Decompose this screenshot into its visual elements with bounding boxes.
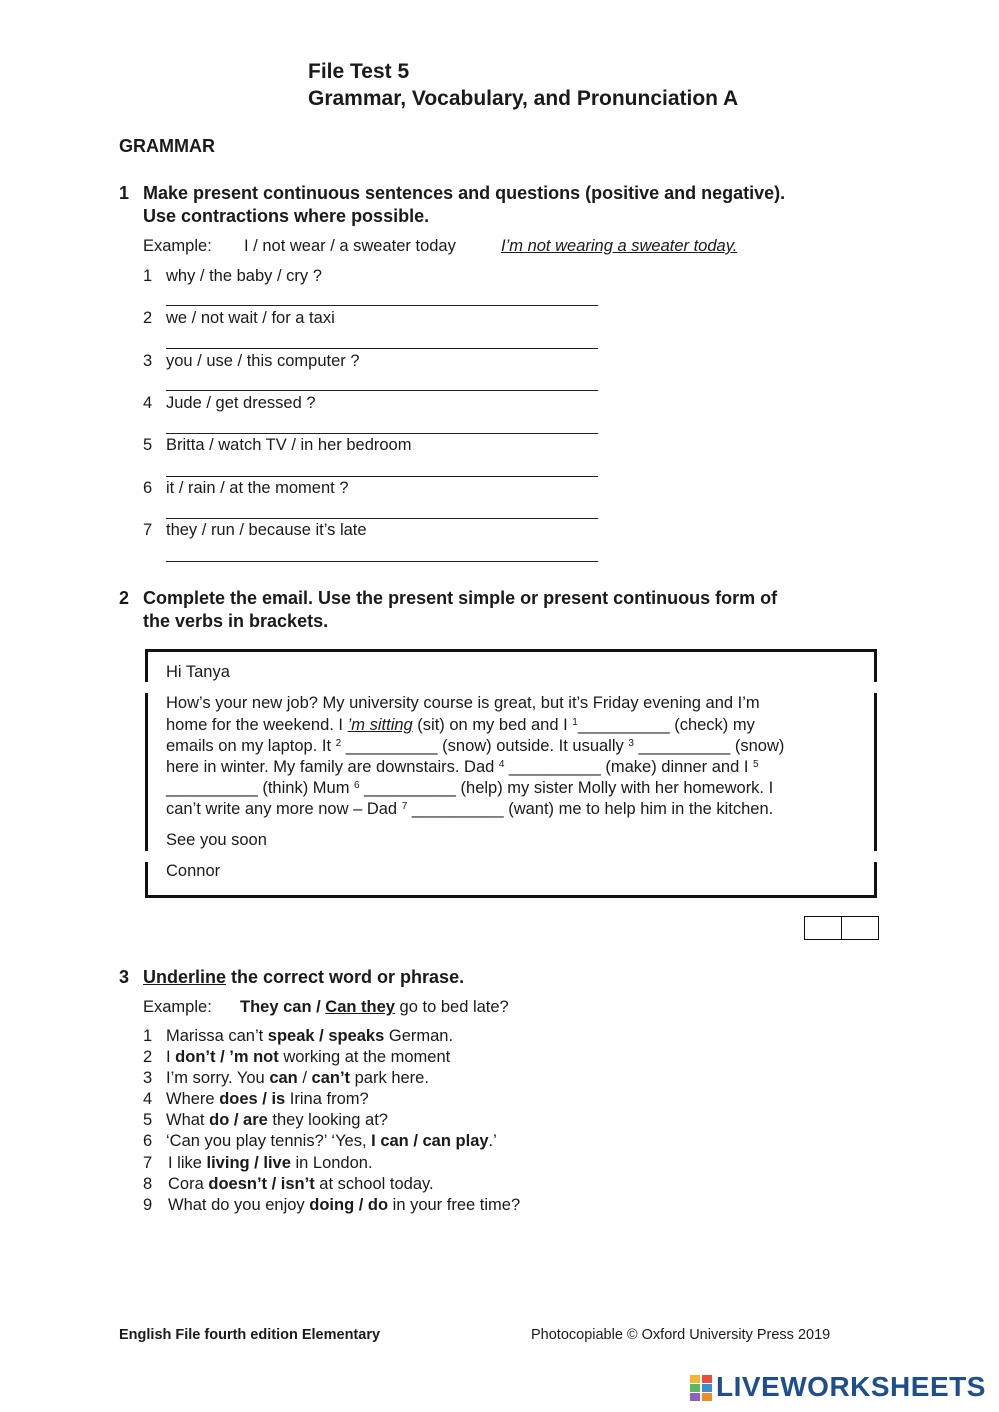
gap-number: 3 — [628, 738, 634, 749]
gap-number: 7 — [401, 801, 408, 812]
q3-item-text: park here. — [350, 1069, 429, 1087]
q3-item-text: Where — [166, 1090, 220, 1108]
q1-item-prompt: they / run / because it’s late — [166, 521, 367, 539]
email-body-line-5 — [166, 778, 773, 799]
q3-item-text: in London. — [290, 1154, 373, 1172]
email-box-right-bot — [874, 862, 877, 898]
q1-item-prompt: Jude / get dressed ? — [166, 394, 316, 412]
q1-answer-line[interactable] — [166, 433, 598, 434]
q1-answer-line[interactable] — [166, 390, 598, 391]
email-gap-7[interactable]: __________ (want) me to help him in the kitchen. — [407, 800, 774, 818]
q3-example-label: Example: — [143, 998, 212, 1016]
q1-answer-line[interactable] — [166, 348, 598, 349]
q3-example-options: They can / — [240, 998, 326, 1016]
footer-right: Photocopiable © Oxford University Press 2019 — [531, 1327, 831, 1343]
q3-item-number: 7 — [143, 1154, 153, 1172]
email-body-line-4 — [166, 757, 759, 778]
q1-item-prompt: you / use / this computer ? — [166, 352, 360, 370]
email-box-bottom — [145, 895, 877, 898]
q3-item-number: 5 — [143, 1111, 153, 1129]
q3-item-text: German. — [384, 1027, 454, 1045]
q3-item-options[interactable]: doesn’t / isn’t — [208, 1175, 315, 1193]
test-title: File Test 5 — [308, 60, 410, 83]
email-gap-3[interactable]: __________ (snow) — [633, 737, 785, 755]
liveworksheets-logo-text: LIVEWORKSHEETS — [716, 1371, 986, 1402]
q3-item-text: ‘Can you play tennis?’ ‘Yes, — [166, 1132, 372, 1150]
q3-example — [240, 998, 509, 1017]
email-text: emails on my laptop. It — [166, 737, 336, 755]
q1-item-number: 4 — [143, 394, 153, 412]
q3-instruction — [143, 967, 464, 988]
q1-instruction-1: Make present continuous sentences and questions (positive and negative). — [143, 183, 786, 203]
gap-number: 4 — [498, 759, 505, 770]
email-example-answer: ’m sitting — [347, 716, 413, 734]
q1-item-number: 1 — [143, 267, 153, 285]
q3-instruction-underline: Underline — [143, 967, 227, 987]
q1-item-prompt: it / rain / at the moment ? — [166, 479, 349, 497]
email-box-top — [145, 649, 877, 652]
email-body-line-1 — [166, 693, 760, 714]
email-text: here in winter. My family are downstairs. Dad — [166, 758, 499, 776]
q3-item — [166, 1090, 369, 1109]
q1-item-number: 2 — [143, 309, 153, 327]
q3-item — [168, 1175, 434, 1194]
email-text: (sit) on my bed and I — [412, 716, 573, 734]
q3-item-options[interactable]: speak / speaks — [267, 1027, 385, 1045]
q3-item-options[interactable]: does / is — [219, 1090, 286, 1108]
q1-answer-line[interactable] — [166, 518, 598, 519]
q3-item-text: / — [297, 1069, 312, 1087]
test-subtitle: Grammar, Vocabulary, and Pronunciation A — [308, 87, 739, 110]
q1-example-answer: I’m not wearing a sweater today. — [501, 237, 738, 255]
q3-item-text: working at the moment — [278, 1048, 451, 1066]
q2-number: 2 — [119, 588, 130, 608]
q2-instruction-1: Complete the email. Use the present simple or present continuous form of — [143, 588, 778, 608]
q3-item-number: 6 — [143, 1132, 153, 1150]
email-gap-5[interactable]: __________ (think) Mum — [166, 779, 355, 797]
q3-item — [168, 1154, 373, 1173]
q3-item-number: 4 — [143, 1090, 153, 1108]
score-box-right — [841, 916, 879, 940]
email-gap-6[interactable]: __________ (help) my sister Molly with her homework. I — [359, 779, 774, 797]
email-text: home for the weekend. I — [166, 716, 348, 734]
email-box-left-bot — [145, 862, 148, 898]
q3-item — [166, 1027, 453, 1046]
q3-item — [166, 1132, 497, 1151]
liveworksheets-logo-icon — [690, 1375, 712, 1401]
score-box-left — [804, 916, 842, 940]
q3-item-options[interactable]: doing / do — [309, 1196, 389, 1214]
q3-item-options[interactable]: do / are — [209, 1111, 268, 1129]
q3-item-options[interactable]: don’t / ’m not — [175, 1048, 279, 1066]
q1-answer-line[interactable] — [166, 561, 598, 562]
q3-item-text: they looking at? — [267, 1111, 388, 1129]
email-box-right-mid — [874, 693, 877, 851]
q3-item-option-a[interactable]: can — [269, 1069, 298, 1087]
q3-item-text: at school today. — [314, 1175, 434, 1193]
q1-item-prompt: we / not wait / for a taxi — [166, 309, 335, 327]
q3-item-text: .’ — [488, 1132, 497, 1150]
q3-item — [166, 1069, 429, 1088]
q2-instruction-2: the verbs in brackets. — [143, 611, 329, 631]
q1-example-label: Example: — [143, 237, 212, 255]
q3-number: 3 — [119, 967, 130, 987]
q3-item-number: 2 — [143, 1048, 153, 1066]
q1-item-prompt: why / the baby / cry ? — [166, 267, 322, 285]
q1-item-prompt: Britta / watch TV / in her bedroom — [166, 436, 412, 454]
q3-item-text: I like — [168, 1154, 207, 1172]
q1-instruction-2: Use contractions where possible. — [143, 206, 430, 226]
q3-item-text: I — [166, 1048, 176, 1066]
footer-left: English File fourth edition Elementary — [119, 1327, 381, 1343]
q1-item-number: 5 — [143, 436, 153, 454]
q3-item-number: 1 — [143, 1027, 153, 1045]
email-box-right-top — [874, 649, 877, 682]
email-greeting: Hi Tanya — [166, 663, 230, 681]
q3-item — [166, 1048, 450, 1067]
email-body-line-3 — [166, 736, 784, 757]
q3-item-number: 9 — [143, 1196, 153, 1214]
q3-item-number: 8 — [143, 1175, 153, 1193]
q1-number: 1 — [119, 183, 130, 203]
q3-item-text: in your free time? — [388, 1196, 521, 1214]
email-text: How’s your new job? My university course is great, but it’s Friday evening and I’m — [166, 694, 760, 712]
email-gap-2[interactable]: __________ (snow) outside. It usually — [341, 737, 629, 755]
q3-example-answer: Can they — [325, 998, 395, 1016]
email-body-line-6 — [166, 799, 773, 820]
gap-number: 6 — [354, 780, 360, 791]
q3-item-text: What — [166, 1111, 210, 1129]
q1-item-number: 7 — [143, 521, 153, 539]
q1-item-number: 6 — [143, 479, 153, 497]
q3-item-text: Marissa can’t — [166, 1027, 268, 1045]
email-gap-1[interactable]: __________ (check) my — [577, 716, 755, 734]
q3-item-option-b[interactable]: can’t — [311, 1069, 351, 1087]
email-text: can’t write any more now – Dad — [166, 800, 402, 818]
q1-item-number: 3 — [143, 352, 153, 370]
q3-item-options[interactable]: I can / can play — [371, 1132, 489, 1150]
email-box-left-top — [145, 649, 148, 682]
email-signature: Connor — [166, 862, 221, 880]
q3-item-number: 3 — [143, 1069, 153, 1087]
q3-item — [168, 1196, 520, 1215]
section-heading: GRAMMAR — [119, 136, 215, 156]
q3-item-text: What do you enjoy — [168, 1196, 310, 1214]
q3-instruction-rest: the correct word or phrase. — [226, 967, 465, 987]
gap-number: 1 — [572, 717, 578, 728]
q1-example-prompt: I / not wear / a sweater today — [244, 237, 456, 255]
email-closing: See you soon — [166, 831, 267, 849]
q1-answer-line[interactable] — [166, 305, 598, 306]
gap-number: 2 — [335, 738, 342, 749]
q3-item-text: Irina from? — [285, 1090, 369, 1108]
email-box-left-mid — [145, 693, 148, 851]
q3-item-options[interactable]: living / live — [206, 1154, 291, 1172]
gap-number: 5 — [753, 759, 759, 770]
q3-example-rest: go to bed late? — [394, 998, 509, 1016]
q3-item-text: Cora — [168, 1175, 209, 1193]
email-body-line-2 — [166, 715, 755, 736]
q3-item — [166, 1111, 388, 1130]
q3-item-text: I’m sorry. You — [166, 1069, 270, 1087]
email-gap-4[interactable]: __________ (make) dinner and I — [504, 758, 754, 776]
q1-answer-line[interactable] — [166, 476, 598, 477]
